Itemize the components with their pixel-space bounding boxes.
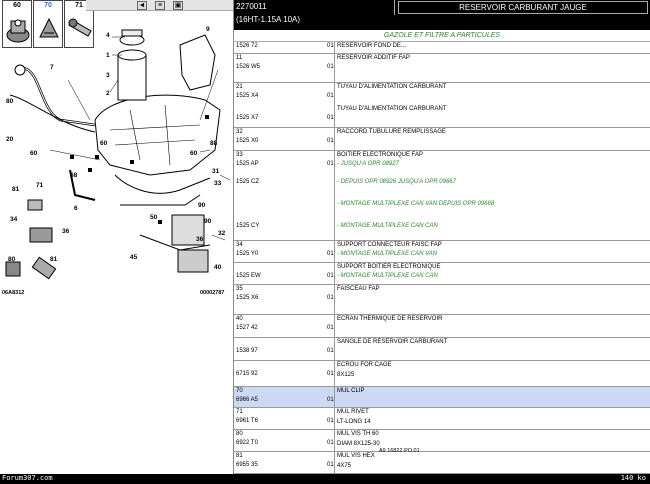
part-quantity: 01 [327,348,334,354]
part-note: - MONTAGE MULTIPLEXE CAN VAN [337,251,438,257]
part-number: 1525 X7 [236,115,259,121]
table-row[interactable] [234,430,650,452]
table-row[interactable] [234,151,650,241]
table-row[interactable] [234,285,650,315]
part-position: 71 [236,409,243,415]
callout-32: 32 [218,230,226,237]
callout-68: 68 [70,172,78,179]
part-position: 40 [236,316,243,322]
part-extra-code: A9 16822 PO 01 [379,448,420,454]
catalog-reference: 2270011 [236,2,267,11]
part-description: SANGLE DE RESERVOIR CARBURANT [337,339,448,345]
table-row[interactable] [234,338,650,361]
part-spec: 4X75 [337,463,352,469]
part-note: - MONTAGE MULTIPLEXE CAN CAN [337,223,438,229]
list-icon[interactable]: ≡ [155,1,165,10]
part-description: TUYAU D'ALIMENTATION CARBURANT [337,106,447,112]
part-description: ECRAN THERMIQUE DE RESERVOIR [337,316,443,322]
column-divider [334,408,335,429]
section-heading: GAZOLE ET FILTRE A PARTICULES [234,30,650,42]
part-number: 1525 X6 [236,295,259,301]
thumb-number: 71 [75,2,83,9]
column-divider [334,263,335,284]
callout-80b: 80 [8,256,16,263]
parts-table[interactable] [234,30,650,474]
part-note: - MONTAGE MULTIPLEXE CAN VAN DEPUIS OPR 09668 [337,201,495,207]
column-divider [334,315,335,337]
catalog-subtitle: (16HT-1.15A 10A) [236,15,301,24]
callout-40: 40 [214,264,222,271]
part-description: RACCORD TUBULURE REMPLISSAGE [337,129,446,135]
callout-71: 71 [36,182,44,189]
exploded-diagram-panel[interactable] [0,0,234,474]
callout-60: 60 [30,150,38,157]
column-divider [334,151,335,240]
part-note: - JUSQU'A OPR 08927 [337,161,399,167]
part-quantity: 01 [327,418,334,424]
table-row[interactable] [234,241,650,263]
callout-2: 2 [106,90,110,97]
status-bar [0,474,650,484]
part-quantity: 01 [327,64,334,70]
part-description: MUL RIVET [337,409,369,415]
callout-60c: 60 [100,140,108,147]
part-number: 1538 97 [236,348,258,354]
column-divider [334,128,335,150]
column-divider [334,285,335,314]
callout-9: 9 [206,26,210,33]
parts-header [234,0,650,30]
column-divider [334,83,335,127]
part-position: 70 [236,388,243,394]
part-number: 1525 X0 [236,138,259,144]
callout-31: 31 [212,168,220,175]
column-divider [334,54,335,82]
part-quantity: 01 [327,161,334,167]
part-position: 11 [236,55,243,61]
callout-3: 3 [106,72,110,79]
part-note: - MONTAGE MULTIPLEXE CAN CAN [337,273,438,279]
part-number: 1527 42 [236,325,258,331]
part-quantity: 01 [327,273,334,279]
part-number: 6922 T0 [236,440,258,446]
part-number: 1525 CZ [236,179,260,185]
part-description: RESERVOIR ADDITIF FAP [337,55,410,61]
column-divider [334,361,335,386]
part-spec: 8X125 [337,372,355,378]
part-description: SUPPORT CONNECTEUR FAISC FAP [337,242,442,248]
part-quantity: 01 [327,397,334,403]
callout-81b: 81 [50,256,58,263]
table-row[interactable] [234,128,650,151]
part-quantity: 01 [327,43,334,49]
callout-20: 20 [6,136,14,143]
column-divider [334,430,335,451]
header-divider [394,0,395,15]
callout-81: 81 [12,186,20,193]
part-quantity: 01 [327,138,334,144]
callout-60b: 60 [190,150,198,157]
status-site: Forum307.com [2,474,53,482]
part-description: MUL CLIP [337,388,365,394]
part-quantity: 01 [327,115,334,121]
part-number: 1525 CY [236,223,260,229]
callout-45: 45 [130,254,138,261]
part-description: MUL VIS TH 60 [337,431,379,437]
callout-80: 80 [6,98,14,105]
part-position: 32 [236,129,243,135]
part-position: 34 [236,242,243,248]
part-position: 1526 72 [236,43,258,49]
status-size: 140 ko [620,474,646,482]
part-quantity: 01 [327,440,334,446]
table-row[interactable] [234,408,650,430]
callout-4: 4 [106,32,110,39]
thumb-number: 70 [44,2,52,9]
page-title: RESERVOIR CARBURANT JAUGE [398,1,648,14]
callout-33: 33 [214,180,222,187]
part-number: 1525 AP [236,161,259,167]
column-divider [334,452,335,473]
callout-90b: 90 [198,202,206,209]
table-row[interactable] [234,452,650,474]
table-row[interactable] [234,54,650,83]
table-row[interactable] [234,315,650,338]
table-row[interactable] [234,263,650,285]
part-quantity: 01 [327,93,334,99]
part-position: 81 [236,453,243,459]
diagram-code-right: 00002787 [200,290,225,296]
table-row[interactable] [234,42,650,54]
part-description: TUYAU D'ALIMENTATION CARBURANT [337,84,447,90]
part-number: 1526 W5 [236,64,261,70]
part-description: BOITIER ELECTRONIQUE FAP [337,152,424,158]
part-spec: LT-LONG 14 [337,419,371,425]
part-quantity: 01 [327,251,334,257]
thumb-number: 60 [13,2,21,9]
callout-90: 90 [204,218,212,225]
part-position: 21 [236,84,243,90]
part-position: 80 [236,431,243,437]
part-number: 6955 35 [236,462,258,468]
callout-50: 50 [150,214,158,221]
part-note: - DEPUIS OPR 08926 JUSQU'A OPR 09667 [337,179,456,185]
part-description: MUL VIS HEX [337,453,375,459]
callout-6: 6 [74,205,78,212]
callout-7: 7 [50,64,54,71]
part-number: 1525 EW [236,273,261,279]
part-description: SUPPORT BOITIER ELECTRONIQUE [337,264,441,270]
part-quantity: 01 [327,325,334,331]
column-divider [334,241,335,262]
part-number: 6715 92 [236,371,258,377]
diagram-code-left: 06A8312 [2,290,25,296]
table-row[interactable] [234,83,650,128]
part-number: 1525 Y0 [236,251,259,257]
part-description: ECROU FOR CAGE [337,362,392,368]
column-divider [334,387,335,407]
table-row[interactable] [234,361,650,387]
callout-88: 88 [210,140,218,147]
part-description: RESERVOIR FOND DE... [337,43,406,49]
part-position: 33 [236,152,243,158]
column-divider [334,338,335,360]
callout-34: 34 [10,216,18,223]
column-divider [334,42,335,53]
part-spec: DIAM 8X125-30 [337,441,380,447]
print-icon[interactable]: ▣ [174,1,182,9]
table-row[interactable] [234,387,650,408]
part-quantity: 01 [327,295,334,301]
part-number: 6961 T6 [236,418,258,424]
callout-36b: 36 [196,236,204,243]
part-number: 1525 X4 [236,93,259,99]
callout-1: 1 [106,52,110,59]
part-quantity: 01 [327,462,334,468]
part-description: FAISCEAU FAP [337,286,380,292]
part-quantity: 01 [327,371,334,377]
part-number: 6966 A5 [236,397,259,403]
prev-icon[interactable]: ◄ [138,1,146,9]
callout-36: 36 [62,228,70,235]
part-position: 35 [236,286,243,292]
